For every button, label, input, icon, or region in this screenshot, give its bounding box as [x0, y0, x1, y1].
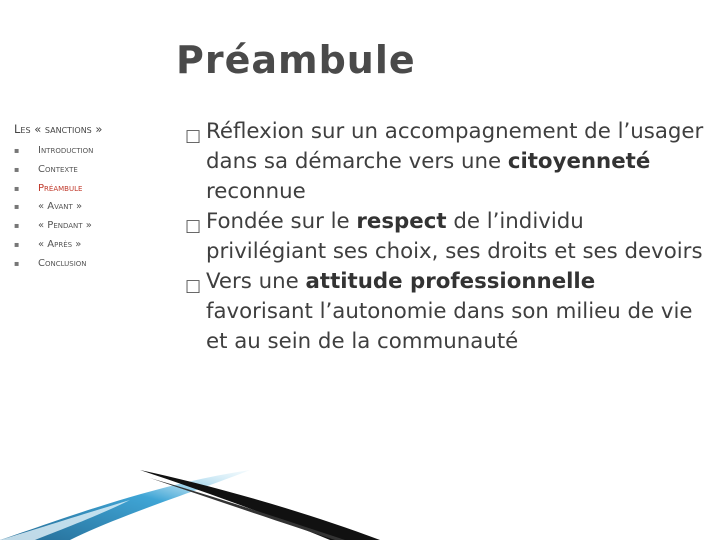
swoosh-black — [140, 470, 380, 540]
swoosh-black-thin — [150, 478, 345, 540]
sidebar-item-preambule[interactable]: ▪ Préambule — [14, 180, 174, 199]
bullet-paragraph-1: □ Réflexion sur un accompagnement de l’usager dans sa démarche vers une citoyenneté reconnue — [185, 119, 704, 204]
sidebar-item-introduction[interactable]: ▪ Introduction — [14, 142, 174, 161]
sidebar-outline — [14, 122, 174, 274]
sidebar-item-contexte[interactable]: ▪ Contexte — [14, 161, 174, 180]
slide-body — [185, 117, 705, 357]
sidebar-item-conclusion[interactable]: ▪ Conclusion — [14, 255, 174, 274]
sidebar-heading: Les « sanctions » — [14, 122, 103, 136]
bullet-icon: ▪ — [14, 164, 20, 174]
bullet-icon: ▪ — [14, 221, 20, 231]
bullet-icon: ▪ — [14, 258, 20, 268]
checkbox-bullet-icon: □ — [185, 276, 202, 296]
swoosh-blue — [0, 470, 250, 540]
checkbox-bullet-icon: □ — [185, 216, 202, 236]
sidebar-item-avant[interactable]: ▪ « Avant » — [14, 198, 174, 217]
swoosh-light — [0, 500, 130, 540]
emphasis-text: respect — [356, 209, 447, 234]
slide-title: Préambule — [176, 38, 416, 82]
bullet-paragraph-2: □ Fondée sur le respect de l’individu privilégiant ses choix, ses droits et ses devoirs — [185, 209, 703, 264]
sidebar-item-pendant[interactable]: ▪ « Pendant » — [14, 217, 174, 236]
checkbox-bullet-icon: □ — [185, 126, 202, 146]
emphasis-text: attitude professionnelle — [305, 269, 596, 294]
bullet-icon: ▪ — [14, 146, 20, 155]
sidebar-list — [14, 142, 174, 274]
sidebar-item-apres[interactable]: ▪ « Après » — [14, 236, 174, 255]
bullet-icon: ▪ — [14, 239, 20, 249]
bullet-icon: ▪ — [14, 202, 20, 212]
emphasis-text: citoyenneté — [507, 149, 651, 174]
bullet-icon: ▪ — [14, 183, 20, 193]
bullet-paragraph-3: □ Vers une attitude professionnelle favorisant l’autonomie dans son milieu de vie et au sein de la communauté — [185, 269, 693, 354]
